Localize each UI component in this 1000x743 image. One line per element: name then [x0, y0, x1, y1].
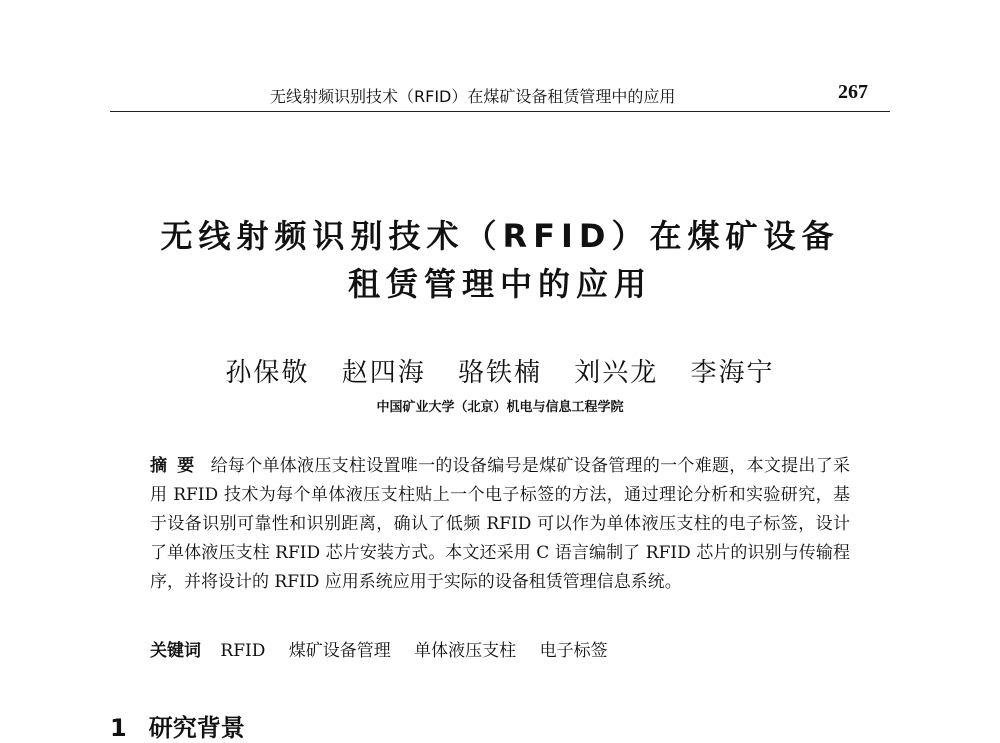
header-rule [110, 111, 890, 112]
keyword: 煤矿设备管理 [288, 641, 391, 661]
section-heading [110, 708, 245, 743]
abstract-label: 摘要 [150, 456, 205, 476]
keywords-label: 关键词 [150, 641, 201, 661]
keyword: 单体液压支柱 [414, 641, 517, 661]
title-line-1: 无线射频识别技术（RFID）在煤矿设备 [160, 217, 840, 255]
author: 刘兴龙 [574, 358, 659, 388]
author: 骆铁楠 [457, 358, 542, 388]
author-list [0, 352, 1000, 389]
author: 孙保敬 [225, 358, 310, 388]
affiliation: 中国矿业大学（北京）机电与信息工程学院 [376, 400, 624, 415]
running-title: 无线射频识别技术（RFID）在煤矿设备租赁管理中的应用 [270, 87, 676, 106]
title-line-2: 租赁管理中的应用 [347, 265, 652, 303]
keywords [150, 636, 870, 661]
abstract [150, 452, 850, 597]
abstract-text: 给每个单体液压支柱设置唯一的设备编号是煤矿设备管理的一个难题，本文提出了采用 RFID 技术为每个单体液压支柱贴上一个电子标签的方法，通过理论分析和实验研究，基于设备识别可靠性和识别距离，确认了低频 RFID 可以作为单体液压支柱的电子标签，设计了单体液压支柱 RFID 芯片安装方式。本文还采用 C 语言编制了 RFID 芯片的识别与传输程序，并将设计的 RFID 应用系统应用于实际的设备租赁管理信息系统。 [150, 456, 851, 592]
section-number: 1 [110, 714, 127, 742]
paper-title [0, 212, 1000, 308]
keyword: 电子标签 [539, 641, 608, 661]
keyword: RFID [220, 641, 266, 661]
running-header [0, 80, 1000, 106]
author: 赵四海 [341, 358, 426, 388]
author: 李海宁 [690, 358, 775, 388]
page-number: 267 [838, 81, 868, 103]
section-title: 研究背景 [148, 714, 245, 742]
